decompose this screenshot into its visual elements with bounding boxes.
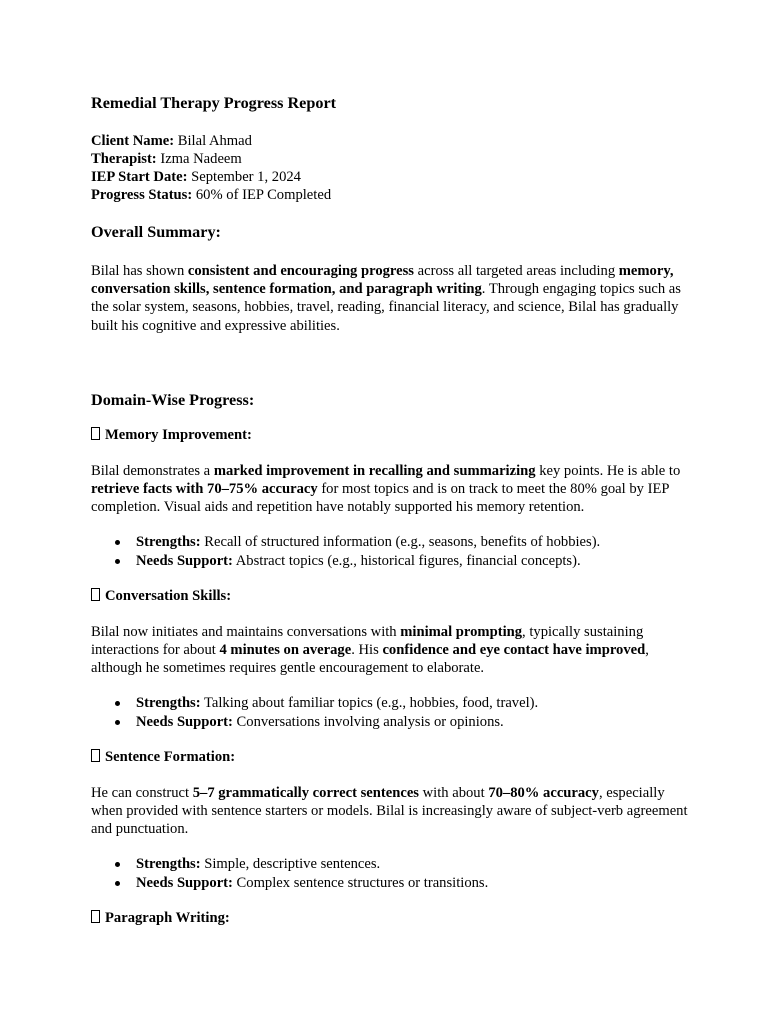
summary-text-1: Bilal has shown bbox=[91, 263, 188, 279]
conversation-heading-text: Conversation Skills: bbox=[105, 587, 232, 604]
memory-heading bbox=[91, 426, 691, 444]
document-page bbox=[91, 92, 691, 927]
memory-heading-text: Memory Improvement: bbox=[105, 426, 252, 443]
progress-status-value: 60% of IEP Completed bbox=[195, 187, 332, 203]
sentence-bold-1: 5–7 grammatically correct sentences bbox=[192, 784, 419, 801]
therapist-label: Therapist: bbox=[91, 151, 157, 167]
needs-support-label: Needs Support: bbox=[136, 713, 233, 730]
bullet-icon bbox=[115, 559, 120, 564]
conversation-bold-3: confidence and eye contact have improved bbox=[382, 642, 646, 659]
needs-support-label: Needs Support: bbox=[136, 874, 233, 891]
strengths-text: Recall of structured information (e.g., seasons, benefits of hobbies). bbox=[200, 534, 601, 551]
missing-glyph-box-icon bbox=[91, 749, 100, 762]
memory-text-3: for most topics and is on track to meet the 80% goal by IEP completion. Visual aids and repetition have notably supported his memory retention. bbox=[91, 481, 669, 516]
sentence-heading-text: Sentence Formation: bbox=[105, 748, 236, 765]
conversation-bullet-list bbox=[91, 694, 691, 730]
strengths-label: Strengths: bbox=[136, 856, 201, 873]
overall-summary-heading: Overall Summary: bbox=[91, 223, 221, 241]
conversation-paragraph bbox=[91, 623, 691, 678]
strengths-text: Talking about familiar topics (e.g., hobbies, food, travel). bbox=[200, 695, 539, 712]
iep-start-line bbox=[91, 168, 691, 186]
progress-status-line bbox=[91, 186, 691, 204]
summary-bold-2: memory, conversation skills, sentence formation, and paragraph writing bbox=[91, 263, 674, 298]
sentence-bullet-list bbox=[91, 855, 691, 891]
memory-bold-1: marked improvement in recalling and summarizing bbox=[213, 462, 536, 479]
needs-support-text: Conversations involving analysis or opinions. bbox=[232, 713, 504, 730]
list-item bbox=[136, 855, 691, 873]
conversation-text-4: , although he sometimes requires gentle encouragement to elaborate. bbox=[91, 642, 649, 677]
therapist-value: Izma Nadeem bbox=[160, 151, 242, 167]
bullet-icon bbox=[115, 540, 120, 545]
domain-wise-heading: Domain-Wise Progress: bbox=[91, 390, 255, 409]
needs-support-text: Complex sentence structures or transitions. bbox=[232, 874, 489, 891]
overall-summary-paragraph bbox=[91, 262, 691, 335]
missing-glyph-box-icon bbox=[91, 910, 100, 923]
conversation-text-3: . His bbox=[351, 642, 383, 659]
conversation-bold-2: 4 minutes on average bbox=[219, 642, 352, 659]
client-name-label: Client Name: bbox=[91, 133, 175, 149]
iep-start-value: September 1, 2024 bbox=[191, 169, 301, 185]
list-item bbox=[136, 533, 691, 551]
list-item bbox=[136, 713, 691, 731]
paragraph-writing-heading-text: Paragraph Writing: bbox=[105, 909, 230, 926]
report-title: Remedial Therapy Progress Report bbox=[91, 94, 337, 112]
bullet-icon bbox=[115, 701, 120, 706]
memory-text-1: Bilal demonstrates a bbox=[91, 462, 214, 479]
summary-text-2: across all targeted areas including bbox=[413, 263, 619, 279]
memory-bold-2: retrieve facts with 70–75% accuracy bbox=[91, 481, 318, 498]
conversation-text-2: , typically sustaining interactions for about bbox=[91, 623, 644, 659]
client-name-value: Bilal Ahmad bbox=[177, 133, 252, 149]
memory-paragraph bbox=[91, 462, 691, 517]
summary-bold-1: consistent and encouraging progress bbox=[187, 263, 414, 279]
strengths-label: Strengths: bbox=[136, 534, 201, 551]
therapist-line bbox=[91, 150, 691, 168]
bullet-icon bbox=[115, 881, 120, 886]
paragraph-writing-heading bbox=[91, 909, 691, 927]
conversation-bold-1: minimal prompting bbox=[400, 623, 523, 640]
sentence-paragraph bbox=[91, 784, 691, 839]
sentence-heading bbox=[91, 748, 691, 766]
summary-text-3: . Through engaging topics such as the solar system, seasons, hobbies, travel, reading, financial literacy, and science, Bilal has gradually built his cognitive and expressive abilities. bbox=[91, 281, 681, 334]
list-item bbox=[136, 552, 691, 570]
client-name-line bbox=[91, 132, 691, 150]
sentence-text-3: , especially when provided with sentence starters or models. Bilal is increasingly aware of subject-verb agreement and punctuation. bbox=[91, 784, 688, 838]
progress-status-label: Progress Status: bbox=[91, 187, 193, 203]
needs-support-label: Needs Support: bbox=[136, 552, 233, 569]
strengths-label: Strengths: bbox=[136, 695, 201, 712]
memory-text-2: key points. He is able to bbox=[535, 462, 681, 479]
iep-start-label: IEP Start Date: bbox=[91, 169, 188, 185]
client-info bbox=[91, 132, 691, 204]
conversation-text-1: Bilal now initiates and maintains conversations with bbox=[91, 623, 401, 640]
bullet-icon bbox=[115, 862, 120, 867]
bullet-icon bbox=[115, 720, 120, 725]
sentence-bold-2: 70–80% accuracy bbox=[488, 784, 599, 801]
list-item bbox=[136, 874, 691, 892]
list-item bbox=[136, 694, 691, 712]
conversation-heading bbox=[91, 587, 691, 605]
sentence-text-1: He can construct bbox=[91, 784, 193, 801]
needs-support-text: Abstract topics (e.g., historical figures, financial concepts). bbox=[232, 552, 581, 569]
strengths-text: Simple, descriptive sentences. bbox=[200, 856, 381, 873]
sentence-text-2: with about bbox=[418, 784, 489, 801]
missing-glyph-box-icon bbox=[91, 588, 100, 601]
memory-bullet-list bbox=[91, 533, 691, 569]
missing-glyph-box-icon bbox=[91, 427, 100, 440]
